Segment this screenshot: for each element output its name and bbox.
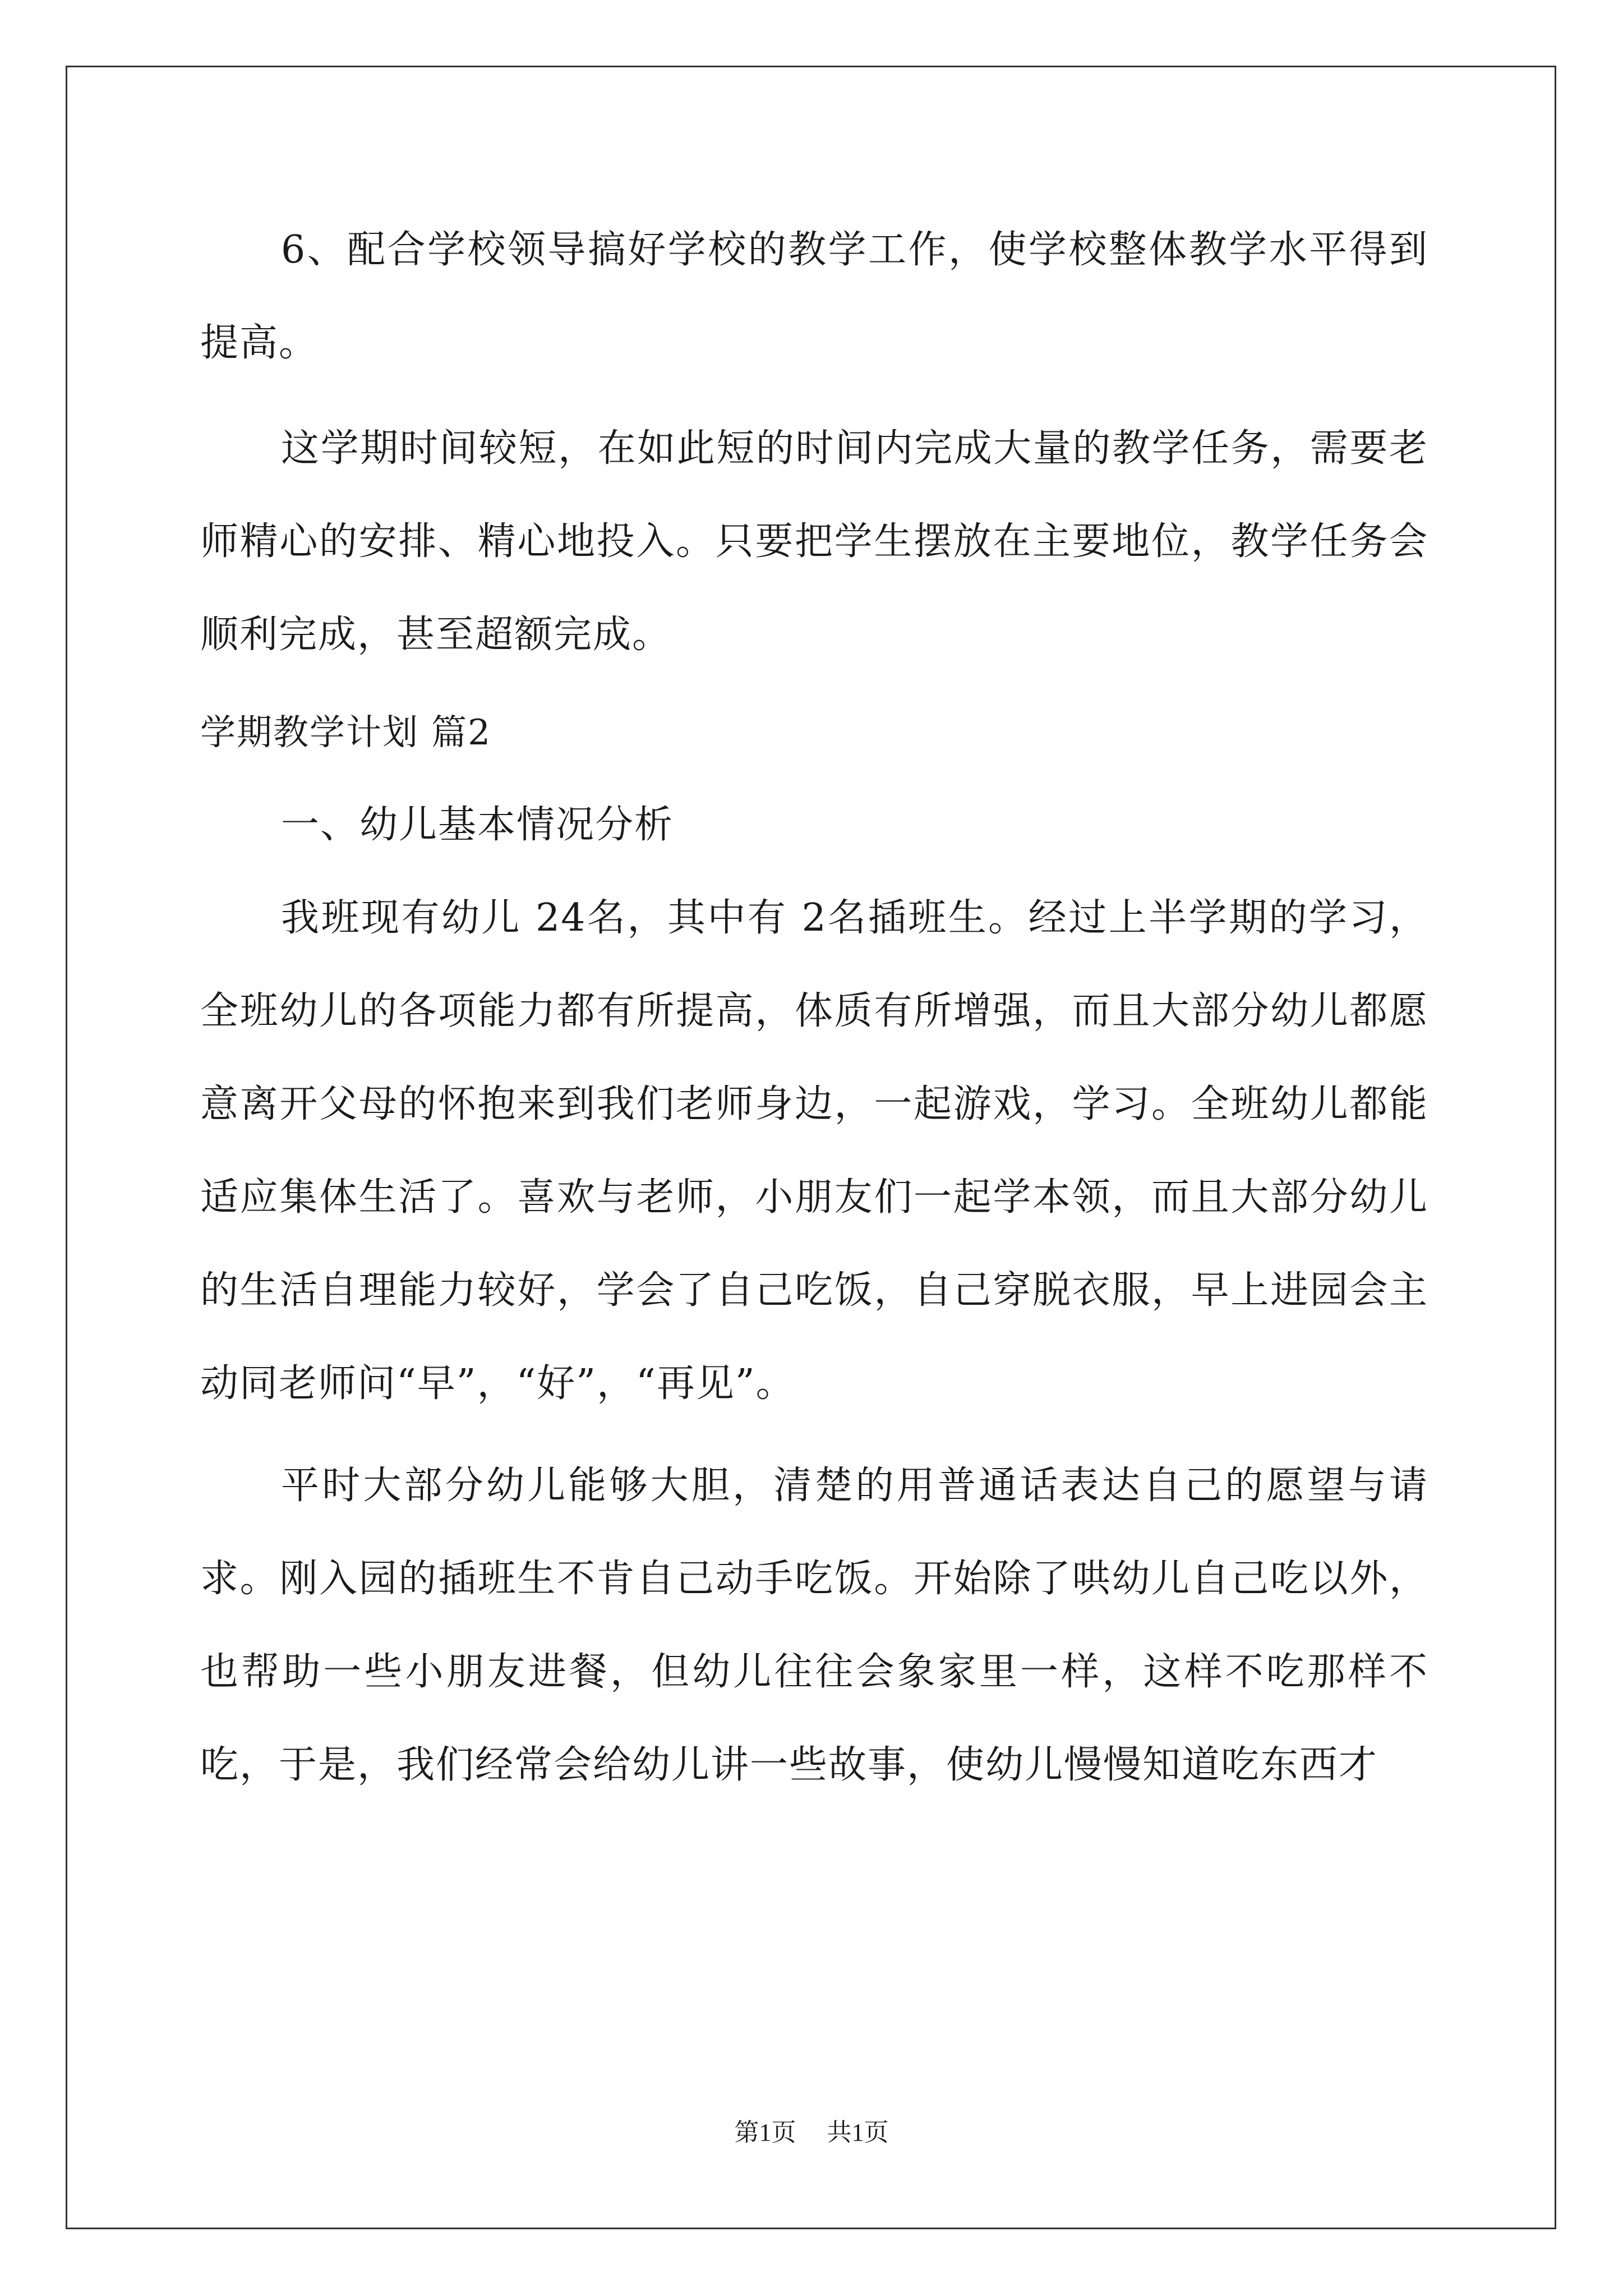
- paragraph-3: 一、幼儿基本情况分析: [281, 803, 674, 847]
- page-footer: [0, 2112, 1623, 2148]
- document-body: [200, 204, 1428, 1812]
- paragraph-4: 我班现有幼儿 24名，其中有 2名插班生。经过上半学期的学习，全班幼儿的各项能力都有所提高，体质有所增强，而且大部分幼儿都愿意离开父母的怀抱来到我们老师身边，一起游戏，学习。全班幼儿都能适应集体生活了。喜欢与老师，小朋友们一起学本领，而且大部分幼儿的生活自理能力较好，学会了自己吃饭，自己穿脱衣服，早上进园会主动同老师问“早”，“好”，“再见”。: [200, 896, 1428, 1406]
- paragraph-5: 平时大部分幼儿能够大胆，清楚的用普通话表达自己的愿望与请求。刚入园的插班生不肯自己动手吃饭。开始除了哄幼儿自己吃以外，也帮助一些小朋友进餐，但幼儿往往会象家里一样，这样不吃那样不吃，于是，我们经常会给幼儿讲一些故事，使幼儿慢慢知道吃东西才: [200, 1464, 1428, 1787]
- paragraph-2: 这学期时间较短，在如此短的时间内完成大量的教学任务，需要老师精心的安排、精心地投入。只要把学生摆放在主要地位，教学任务会顺利完成，甚至超额完成。: [200, 426, 1428, 657]
- paragraph-1: 6、配合学校领导搞好学校的教学工作，使学校整体教学水平得到提高。: [200, 228, 1428, 365]
- page-number-current: 第1页: [734, 2119, 796, 2146]
- page-number-total: 共1页: [827, 2119, 889, 2146]
- section-heading: 学期教学计划 篇2: [200, 712, 492, 753]
